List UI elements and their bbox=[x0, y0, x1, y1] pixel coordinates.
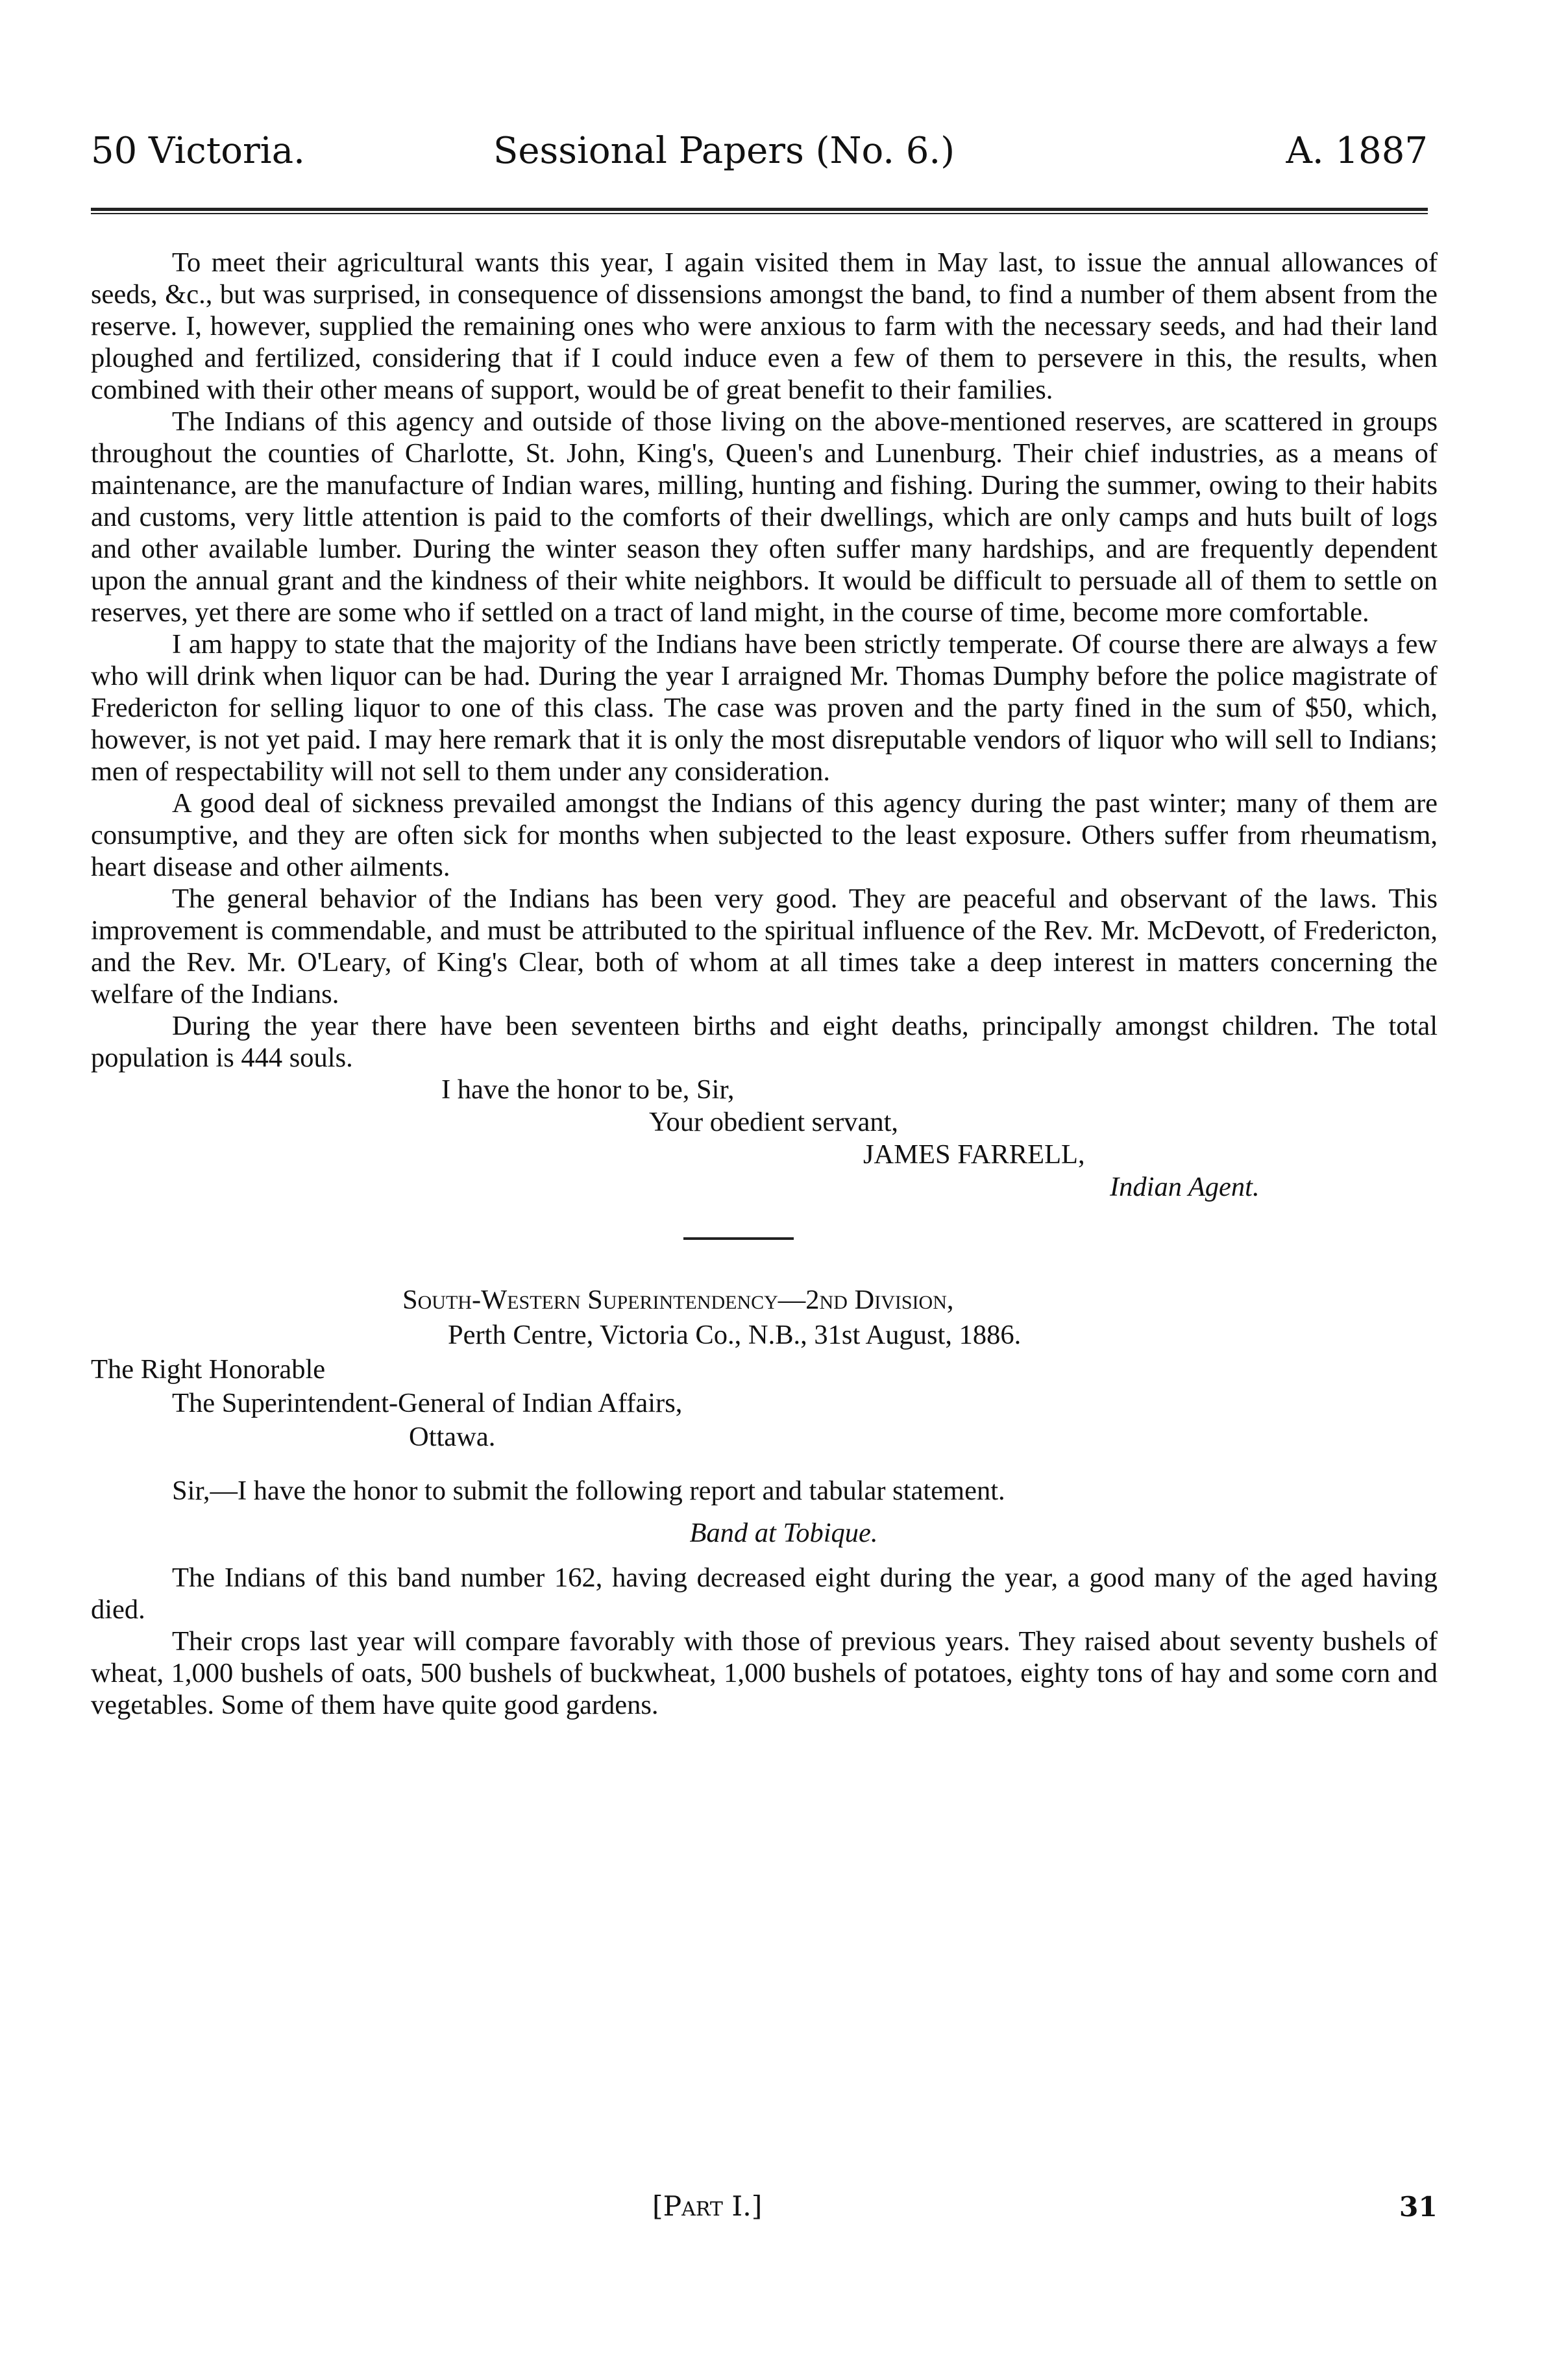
running-header bbox=[91, 122, 1428, 180]
section-divider bbox=[683, 1237, 794, 1240]
header-year: A. 1887 bbox=[1286, 130, 1428, 172]
header-title: Sessional Papers (No. 6.) bbox=[493, 130, 955, 172]
report-body bbox=[91, 247, 1438, 1721]
salutation: Sir,—I have the honor to submit the following report and tabular statement. bbox=[172, 1476, 1005, 1506]
addressee-line-2: The Superintendent-General of Indian Affairs, bbox=[172, 1388, 683, 1418]
paragraph: The Indians of this band number 162, having decreased eight during the year, a good many of the aged having died. bbox=[91, 1562, 1438, 1625]
closing-line-2: Your obedient servant, bbox=[649, 1107, 899, 1137]
paragraph: Their crops last year will compare favorably with those of previous years. They raised about seventy bushels of wheat, 1,000 bushels of oats, 500 bushels of buckwheat, 1,000 bushels of potatoes, eighty tons of hay and some corn and vegetables. Some of them have quite good gardens. bbox=[91, 1626, 1438, 1720]
header-rule bbox=[91, 208, 1428, 214]
addressee-line-3: Ottawa. bbox=[409, 1422, 496, 1452]
paragraph: A good deal of sickness prevailed amongst the Indians of this agency during the past winter; many of them are consumptive, and they are often sick for months when subjected to the least exposure. Others suffer from rheumatism, heart disease and other ailments. bbox=[91, 788, 1438, 882]
page-number: 31 bbox=[1399, 2191, 1438, 2223]
addressee-line-1: The Right Honorable bbox=[91, 1354, 326, 1385]
paragraph: I am happy to state that the majority of the Indians have been strictly temperate. Of course there are always a few who will drink when liquor can be had. During the year I arraigned Mr. Thomas Dumphy before the police magistrate of Fredericton for selling liquor to one of this class. The case was proven and the party fined in the sum of $50, which, however, is not yet paid. I may here remark that it is only the most disreputable vendors of liquor who will sell to Indians; men of respectability will not sell to them under any consideration. bbox=[91, 629, 1438, 787]
signature-name: JAMES FARRELL, bbox=[863, 1139, 1085, 1170]
dateline-office: South-Western Superintendency—2nd Division, bbox=[402, 1285, 954, 1315]
part-label: [Part I.] bbox=[652, 2191, 763, 2223]
header-session: 50 Victoria. bbox=[91, 130, 305, 172]
closing-line-1: I have the honor to be, Sir, bbox=[441, 1074, 735, 1105]
dateline-place: Perth Centre, Victoria Co., N.B., 31st August, 1886. bbox=[448, 1320, 1022, 1350]
paragraph: The general behavior of the Indians has been very good. They are peaceful and observant of the laws. This improvement is commendable, and must be attributed to the spiritual influence of the Rev. Mr. McDevott, of Fredericton, and the Rev. Mr. O'Leary, of King's Clear, both of whom at all times take a deep interest in matters concerning the welfare of the Indians. bbox=[91, 883, 1438, 1009]
band-heading: Band at Tobique. bbox=[689, 1518, 878, 1548]
paragraph: The Indians of this agency and outside of those living on the above-mentioned reserves, are scattered in groups throughout the counties of Charlotte, St. John, King's, Queen's and Lunenburg. Their chief industries, as a means of maintenance, are the manufacture of Indian wares, milling, hunting and fishing. During the summer, owing to their habits and customs, very little attention is paid to the comforts of their dwellings, which are only camps and huts built of logs and other available lumber. During the winter season they often suffer many hardships, and are frequently dependent upon the annual grant and the kindness of their white neighbors. It would be difficult to persuade all of them to settle on reserves, yet there are some who if settled on a tract of land might, in the course of time, become more comfortable. bbox=[91, 406, 1438, 628]
signature-title: Indian Agent. bbox=[1110, 1172, 1260, 1202]
paragraph: During the year there have been seventeen births and eight deaths, principally amongst children. The total population is 444 souls. bbox=[91, 1011, 1438, 1073]
page-footer bbox=[91, 2188, 1438, 2227]
paragraph: To meet their agricultural wants this year, I again visited them in May last, to issue the annual allowances of seeds, &c., but was surprised, in consequence of dissensions amongst the band, to find a number of them absent from the reserve. I, however, supplied the remaining ones who were anxious to farm with the necessary seeds, and had their land ploughed and fertilized, considering that if I could induce even a few of them to persevere in this, the results, when combined with their other means of support, would be of great benefit to their families. bbox=[91, 247, 1438, 405]
